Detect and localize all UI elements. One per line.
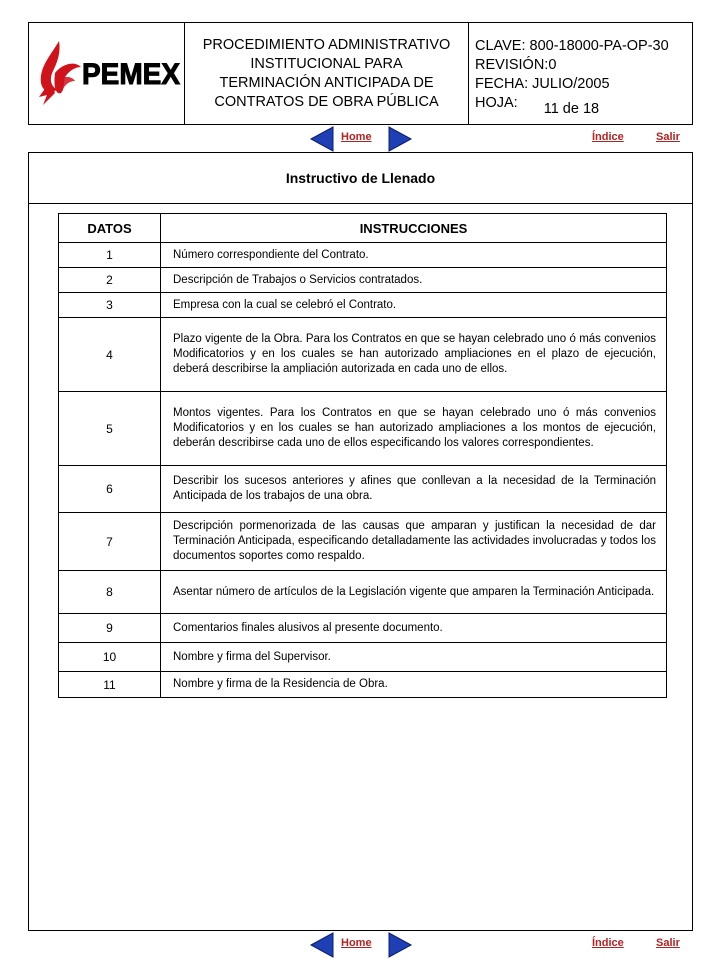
bottom-navigation [0,930,720,960]
hoja-row [475,94,692,119]
top-navigation [0,124,720,154]
row-instruction: Nombre y firma del Supervisor. [161,643,667,672]
table-row [59,614,667,643]
row-instruction: Descripción pormenorizada de las causas que amparan y justifican la necesidad de dar Terminación Anticipada, especificando detalladamente las actividades involucradas y todos los documentos soportes como respaldo. [161,513,667,571]
clave-row [475,37,692,56]
table-row [59,571,667,614]
procedure-title: PROCEDIMIENTO ADMINISTRATIVO INSTITUCIONAL PARA TERMINACIÓN ANTICIPADA DE CONTRATOS DE OBRA PÚBLICA [202,36,451,110]
column-header-instrucciones: INSTRUCCIONES [161,214,667,243]
table-header-row [59,214,667,243]
row-instruction: Comentarios finales alusivos al presente documento. [161,614,667,643]
home-link[interactable]: Home [341,131,372,143]
hoja-label: HOJA: [475,95,518,111]
table-row [59,672,667,698]
table-row [59,466,667,513]
row-instruction: Describir los sucesos anteriores y afines que conllevan a la necesidad de la Terminación Anticipada de los trabajos de una obra. [161,466,667,513]
document-metadata [469,23,692,124]
table-row [59,243,667,268]
row-instruction: Plazo vigente de la Obra. Para los Contratos en que se hayan celebrado uno ó más convenios Modificatorios y en los cuales se han autorizado ampliaciones en el plazo de ejecución, deberá describirse la ampliación autorizada en cada uno de ellos. [161,318,667,392]
table-row [59,513,667,571]
arrow-right-icon[interactable] [387,931,413,959]
row-number: 11 [59,672,161,698]
fecha-label: FECHA: [475,76,529,92]
row-number: 1 [59,243,161,268]
row-instruction: Empresa con la cual se celebró el Contrato. [161,293,667,318]
table-row [59,293,667,318]
title-cell [185,23,469,124]
indice-link[interactable]: Índice [592,131,624,143]
row-number: 10 [59,643,161,672]
row-instruction: Descripción de Trabajos o Servicios contratados. [161,268,667,293]
row-number: 8 [59,571,161,614]
logo-cell [29,23,185,124]
logo-wordmark: PEMEX [82,58,180,91]
row-instruction: Asentar número de artículos de la Legislación vigente que amparen la Terminación Anticipada. [161,571,667,614]
arrow-right-icon[interactable] [387,125,413,153]
row-number: 4 [59,318,161,392]
table-row [59,392,667,466]
row-number: 9 [59,614,161,643]
section-title: Instructivo de Llenado [29,153,692,204]
table-row [59,318,667,392]
fecha-row [475,75,692,94]
column-header-datos: DATOS [59,214,161,243]
row-instruction: Nombre y firma de la Residencia de Obra. [161,672,667,698]
indice-link[interactable]: Índice [592,937,624,949]
revision-value: 0 [548,57,557,73]
salir-link[interactable]: Salir [656,131,680,143]
table-row [59,268,667,293]
arrow-left-icon[interactable] [309,931,335,959]
instructions-table [58,213,667,698]
revision-row [475,56,692,75]
arrow-left-icon[interactable] [309,125,335,153]
row-number: 7 [59,513,161,571]
revision-label: REVISIÓN: [475,57,549,73]
row-instruction: Montos vigentes. Para los Contratos en que se hayan celebrado uno ó más convenios Modificatorios y en los cuales se han autorizado ampliaciones a los montos de ejecución, deberán describirse cada uno de ellos especificando los valores correspondientes. [161,392,667,466]
fecha-value: JULIO/2005 [532,76,610,92]
hoja-value: 11 de 18 [543,101,600,117]
pemex-logo [29,23,184,124]
row-number: 5 [59,392,161,466]
salir-link[interactable]: Salir [656,937,680,949]
row-number: 6 [59,466,161,513]
document-header [28,22,693,125]
row-number: 3 [59,293,161,318]
row-number: 2 [59,268,161,293]
row-instruction: Número correspondiente del Contrato. [161,243,667,268]
home-link[interactable]: Home [341,937,372,949]
table-row [59,643,667,672]
clave-label: CLAVE: [475,38,526,54]
clave-value: 800-18000-PA-OP-30 [529,38,669,54]
